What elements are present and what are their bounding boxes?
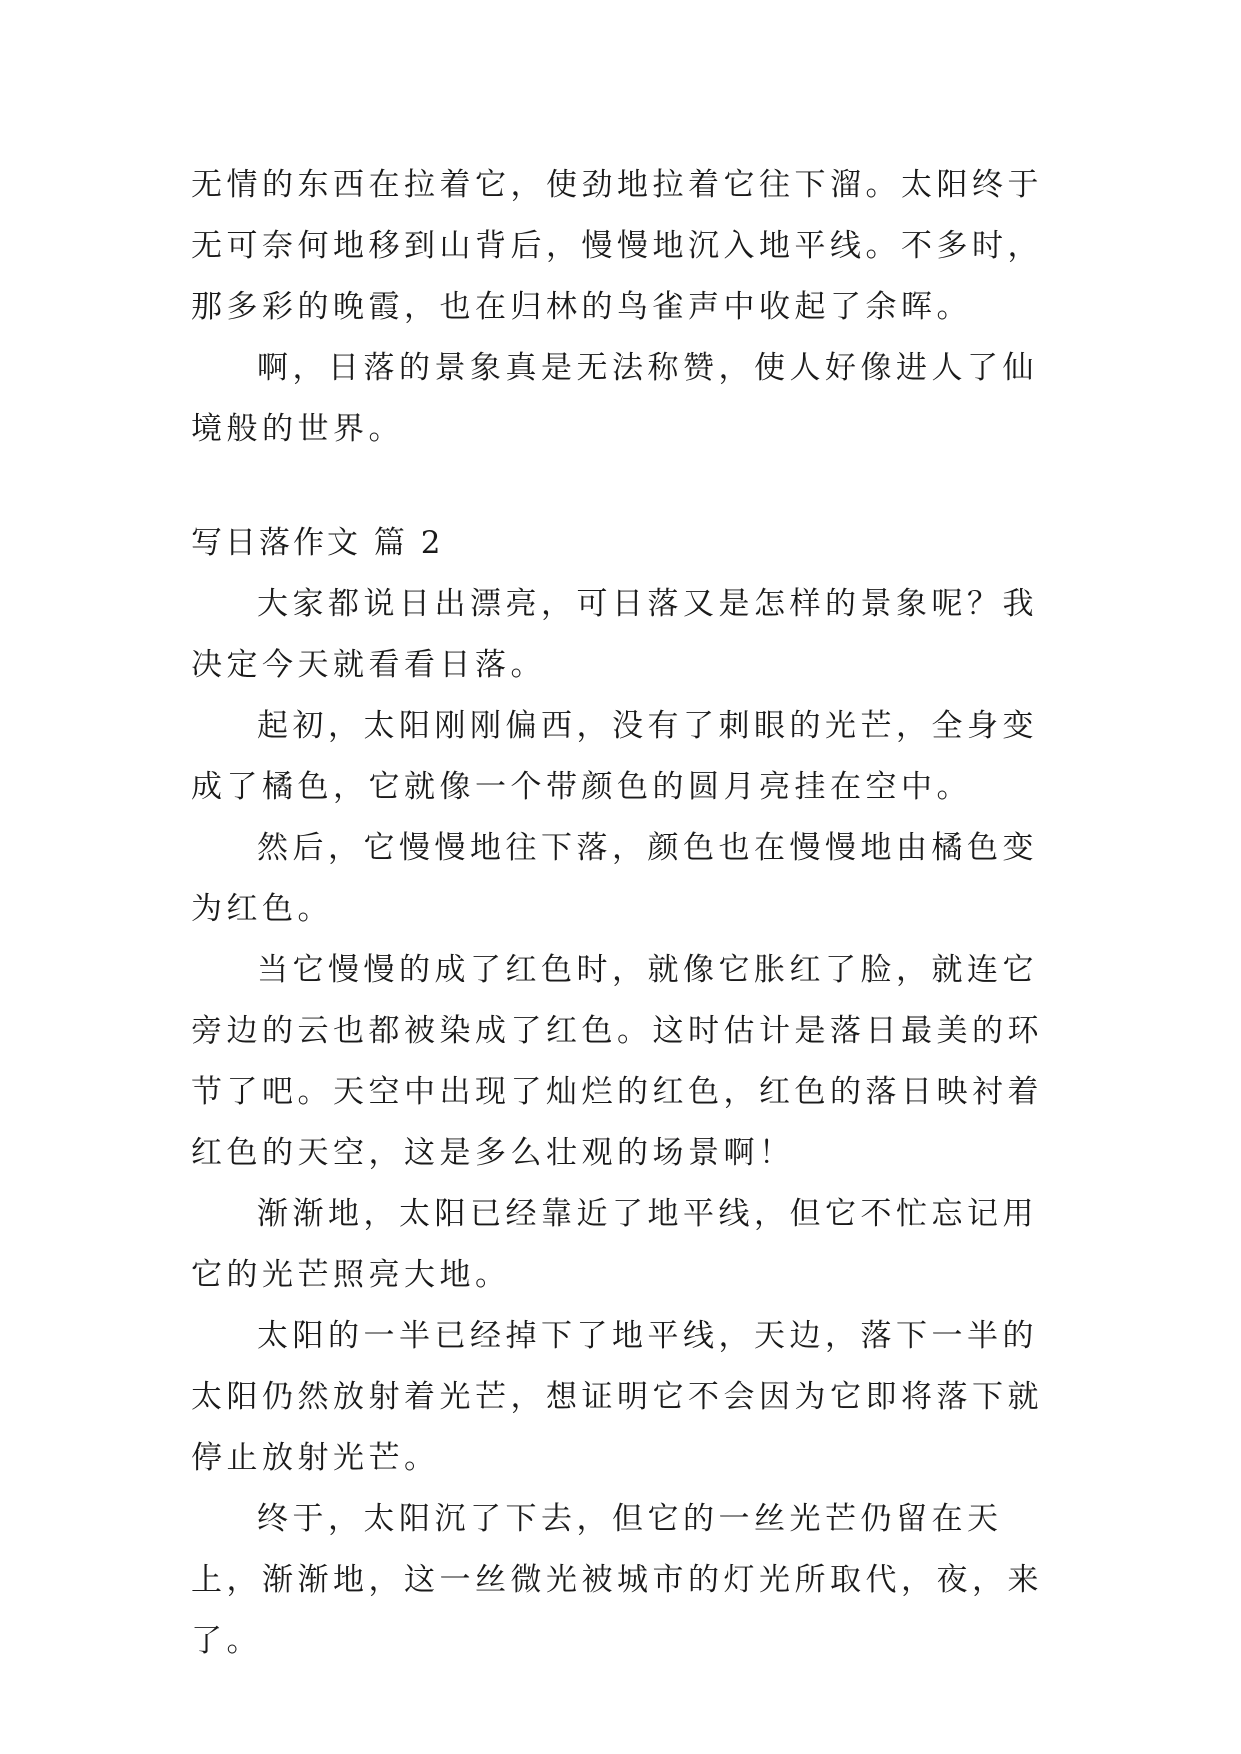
paragraph: 然后，它慢慢地往下落，颜色也在慢慢地由橘色变为红色。 <box>191 830 1038 927</box>
paragraph: 起初，太阳刚刚偏西，没有了刺眼的光芒，全身变成了橘色，它就像一个带颜色的圆月亮挂在空中。 <box>191 708 1038 805</box>
section-1-text <box>191 155 1071 460</box>
paragraph: 当它慢慢的成了红色时，就像它胀红了脸，就连它旁边的云也都被染成了红色。这时估计是落日最美的环节了吧。天空中出现了灿烂的红色，红色的落日映衬着红色的天空，这是多么壮观的场景啊！ <box>191 952 1043 1171</box>
paragraph: 太阳的一半已经掉下了地平线，天边，落下一半的太阳仍然放射着光芒，想证明它不会因为它即将落下就停止放射光芒。 <box>191 1318 1043 1476</box>
paragraph: 渐渐地，太阳已经靠近了地平线，但它不忙忘记用它的光芒照亮大地。 <box>191 1196 1038 1293</box>
paragraph: 啊，日落的景象真是无法称赞，使人好像进人了仙境般的世界。 <box>191 350 1038 447</box>
section-2-text <box>191 513 1071 1672</box>
paragraph: 大家都说日出漂亮，可日落又是怎样的景象呢？我决定今天就看看日落。 <box>191 586 1038 683</box>
section-title: 写日落作文 篇 2 <box>191 525 444 561</box>
paragraph: 终于，太阳沉了下去，但它的一丝光芒仍留在天上，渐渐地，这一丝微光被城市的灯光所取代，夜，来了。 <box>191 1501 1043 1659</box>
paragraph-continuation: 无情的东西在拉着它，使劲地拉着它往下溜。太阳终于无可奈何地移到山背后，慢慢地沉入地平线。不多时，那多彩的晚霞，也在归林的鸟雀声中收起了余晖。 <box>191 167 1043 325</box>
